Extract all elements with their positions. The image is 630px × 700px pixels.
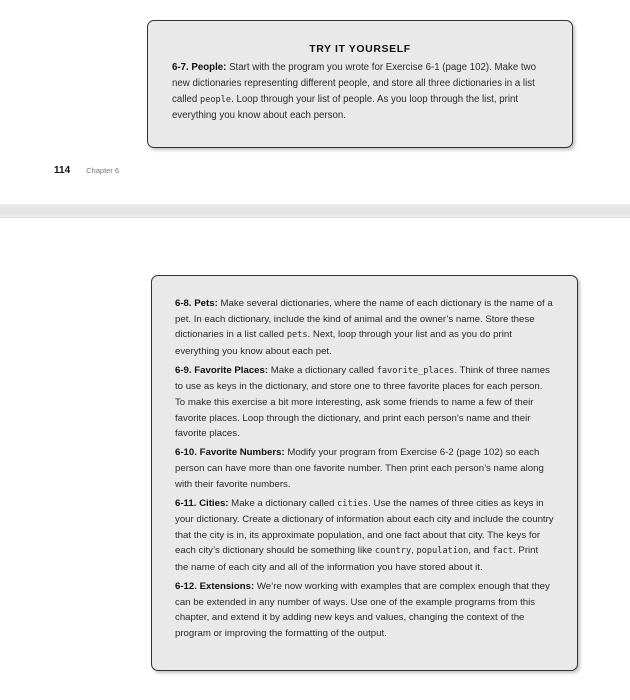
page-separator — [0, 204, 630, 218]
exercise-label: 6-9. Favorite Places: — [175, 364, 269, 376]
exercise-6-12: 6-12. Extensions: We’re now working with examples that are complex enough that they can be extended in any number of ways. Use one of the example programs from this chapter, and extend it by adding new keys and values, changing the context of the program or improving the formatting of the output. — [175, 581, 550, 639]
exercise-label: 6-11. Cities: — [175, 497, 229, 509]
exercise-6-8: 6-8. Pets: Make several dictionaries, where the name of each dictionary is the name of a pet. In each dictionary, include the kind of animal and the owner’s name. Store these dictionaries in a list called pets. Next, loop through your list and as you do print everything you know about each pet. — [175, 298, 553, 357]
exercise-6-9: 6-9. Favorite Places: Make a dictionary called favorite_places. Think of three names to use as keys in the dictionary, and store one to three favorite places for each person. To make this exercise a bit more interesting, ask some friends to name a few of their favorite places. Loop through the dictionary, and print each person’s name and their favorite places. — [175, 364, 550, 440]
inline-code: population — [416, 546, 469, 557]
box-title: TRY IT YOURSELF — [309, 43, 411, 55]
inline-code: favorite_places — [376, 365, 455, 376]
try-it-yourself-box — [147, 20, 573, 148]
exercises-box — [151, 275, 578, 671]
exercise-label: 6-10. Favorite Numbers: — [175, 447, 285, 459]
exercise-label: 6-12. Extensions: — [175, 581, 255, 593]
exercise-6-7: 6-7. People: Start with the program you wrote for Exercise 6-1 (page 102). Make two new dictionaries representing different people, and store all three dictionaries in a list called people. Loop through your list of people. As you loop through the list, print everything you know about each person. — [172, 62, 536, 122]
exercise-label: 6-7. People: — [172, 62, 227, 73]
inline-code: fact — [492, 546, 514, 557]
chapter-label: Chapter 6 — [86, 166, 120, 175]
exercise-6-11: 6-11. Cities: Make a dictionary called cities. Use the names of three cities as keys in your dictionary. Create a dictionary of information about each city and include the country that the city is in, its approximate population, and one fact about that city. The keys for each city’s dictionary should be something like country, population, and fact. Print the name of each city and all of the information you have stored about it. — [175, 497, 554, 573]
inline-code: cities — [337, 498, 369, 509]
inline-code: country — [374, 546, 412, 557]
page-number: 114 — [54, 165, 71, 176]
inline-code: people — [200, 94, 232, 105]
exercise-6-10: 6-10. Favorite Numbers: Modify your program from Exercise 6-2 (page 102) so each person can have more than one favorite number. Then print each person’s name along with their favorite numbers. — [175, 447, 544, 490]
page-footer — [54, 165, 119, 176]
exercise-label: 6-8. Pets: — [175, 298, 218, 309]
inline-code: pets — [286, 330, 308, 341]
